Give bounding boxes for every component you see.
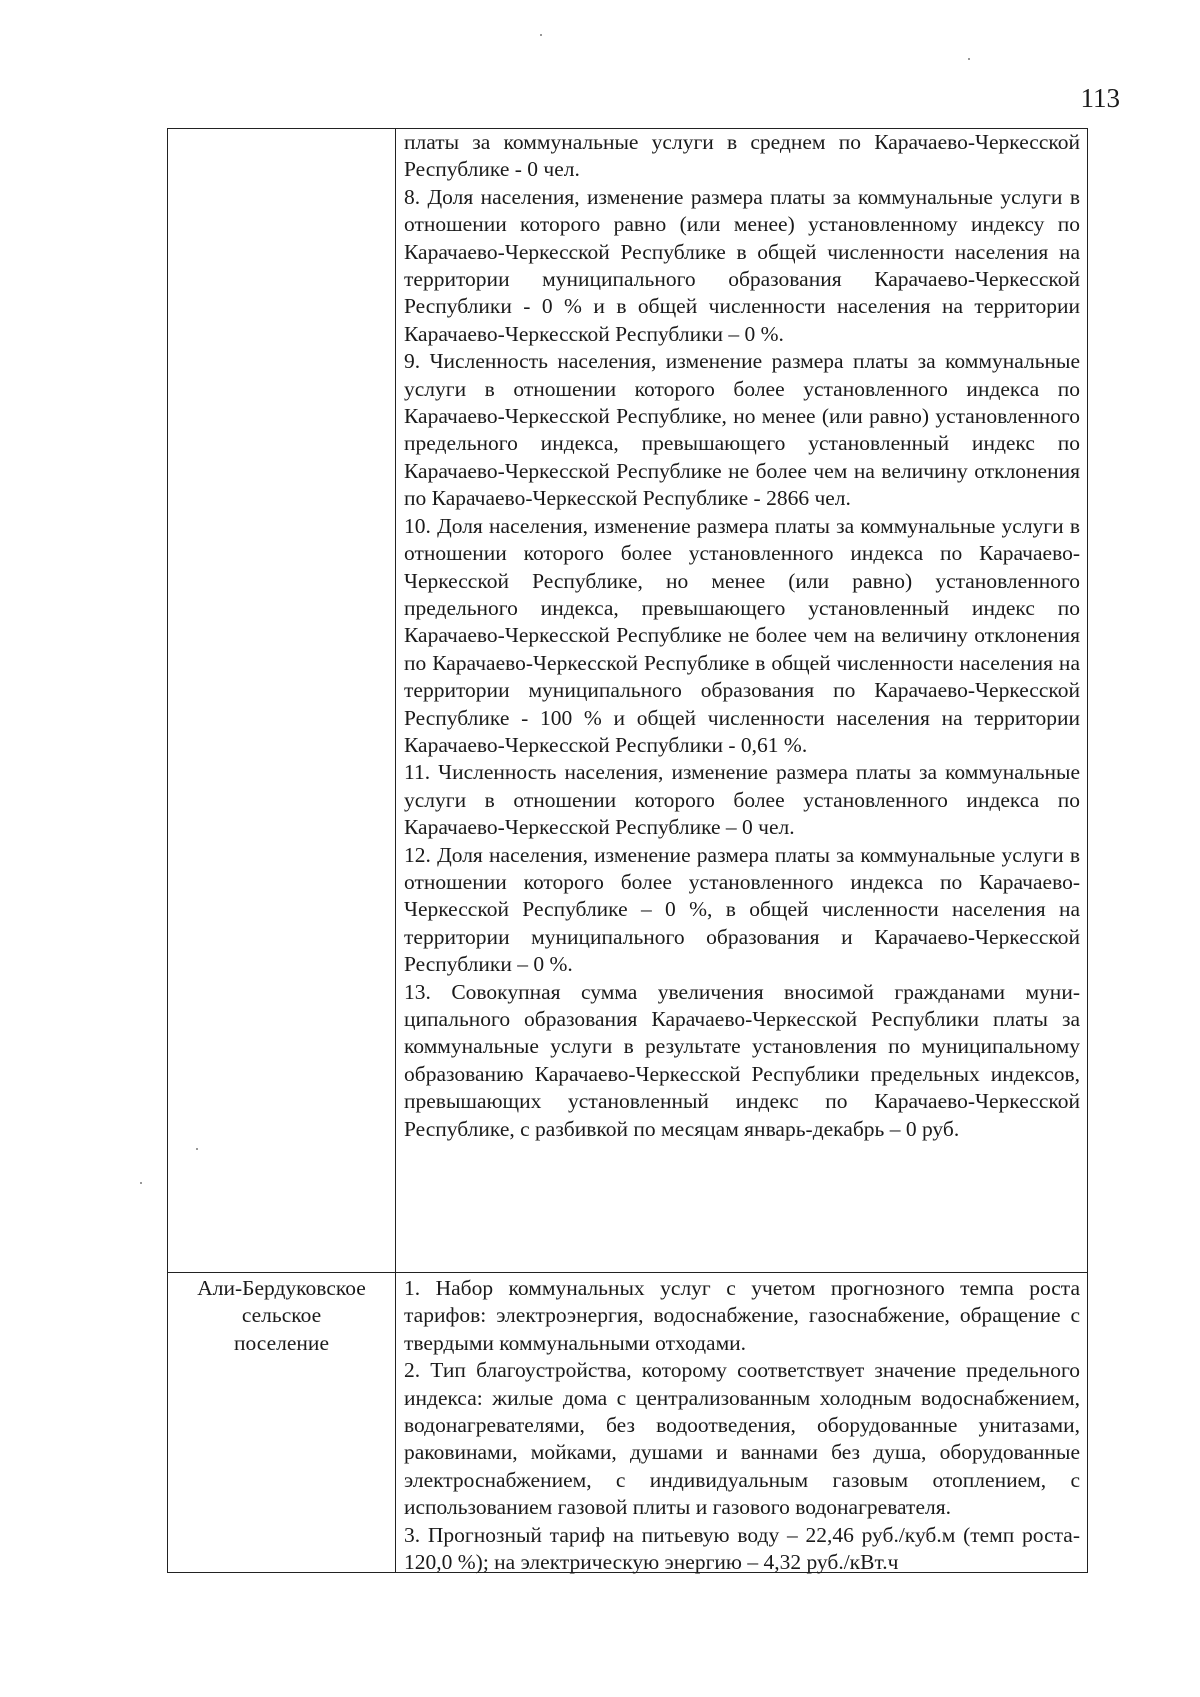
indicator-paragraph: 1. Набор коммунальных услуг с учетом прогнозного темпа роста тарифов: электроэнергия, водоснабжение, газоснабжение, обращение с твердыми коммунальными отходами. [404,1276,1080,1355]
scan-speck [140,1182,142,1184]
settlement-details-cell [404,1275,1080,1576]
settlement-name-line: поселение [234,1330,329,1355]
scan-speck [968,58,970,60]
indicator-paragraph: 12. Доля населения, изменение размера платы за коммунальные услуги в отношении которого более установленного индекса по Карачаево-Черкесской Республике – 0 %, в общей численности населения на территории муниципального образования и Карачаево-Черкесской Республики – 0 %. [404,842,1080,977]
indicator-paragraph: 10. Доля населения, изменение размера платы за коммунальные услуги в отношении которого более установленного индекса по Карачаево-Черкесской Республике, но менее (или равно) установленного предельного индекса, превышающего установленный индекс по Карачаево-Черкесской Республике не более чем на величину отклонения по Карачаево-Черкесской Республике в общей численности населения на территории муниципального образования по Карачаево-Черкесской Республике - 100 % и общей численности населения на территории Карачаево-Черкесской Республики - 0,61 %. [404,513,1080,757]
indicator-paragraph: 8. Доля населения, изменение размера платы за коммунальные услуги в отношении которого равно (или менее) установленному индексу по Карачаево-Черкесской Республике в общей численности населения на территории муниципального образования Карачаево-Черкесской Республики - 0 % и в общей численности населения на территории Карачаево-Черкесской Республики – 0 %. [404,184,1080,346]
indicator-paragraph: 13. Совокупная сумма увеличения вносимой гражданами муниципального образования Карачаево-Черкесской Республики платы за коммунальные услуги в результате установления по муниципальному образованию Карачаево-Черкесской Республики предельных индексов, превышающих установленный индекс по Карачаево-Черкесской Республике, с разбивкой по месяцам январь-декабрь – 0 руб. [404,979,1080,1141]
settlement-name-line: Али-Бердуковское [197,1276,366,1300]
indicator-paragraph: платы за коммунальные услуги в среднем по Карачаево-Черкесской Республике - 0 чел. [404,130,1080,182]
indicator-paragraph: 11. Численность населения, изменение размера платы за коммунальные услуги в отношении которого более установленного индекса по Карачаево-Черкесской Республике – 0 чел. [404,760,1080,840]
column-divider [395,129,396,1572]
settlements-table [167,128,1088,1573]
indicator-paragraph: 2. Тип благоустройства, которому соответствует значение предельного индекса: жилые дома с централизованным холодным водоснабжением, водонагревателями, без водоотведения, оборудованные унитазами, раковинами, мойками, душами и ваннами без душа, оборудованные электроснабжением, с индивидуальным газовым отоплением, с использованием газовой плиты и газового водонагревателя. [404,1358,1080,1520]
continuation-cell [404,129,1080,1143]
settlement-name-line: сельское [241,1303,322,1328]
indicator-paragraph: 9. Численность населения, изменение размера платы за коммунальные услуги в отношении которого более установленного индекса по Карачаево-Черкесской Республике, но менее (или равно) установленного предельного индекса, превышающего установленный индекс по Карачаево-Черкесской Республике не более чем на величину отклонения по Карачаево-Черкесской Республике - 2866 чел. [404,349,1080,511]
scan-speck [540,34,542,36]
row-divider [168,1272,1087,1273]
settlement-name-cell [168,1275,395,1357]
indicator-paragraph: 3. Прогнозный тариф на питьевую воду – 22,46 руб./куб.м (темп роста- 120,0 %); на электрическую энергию – 4,32 руб./кВт.ч [404,1522,1080,1575]
page-number: 113 [1080,83,1120,113]
